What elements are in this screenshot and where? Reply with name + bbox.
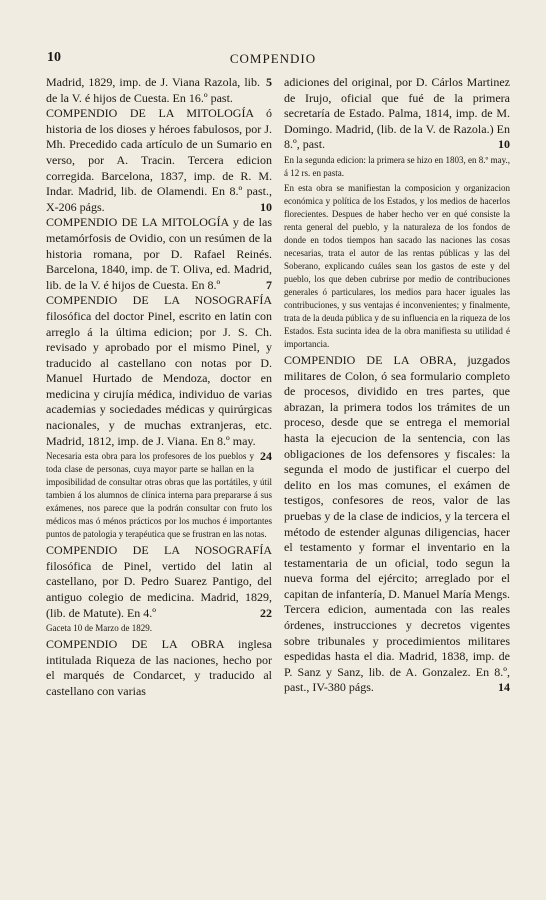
entry-note: Gaceta 10 de Marzo de 1829. xyxy=(46,623,152,634)
entry-text: COMPENDIO DE LA MITOLOGÍA y de las metamórfosis de Ovidio, con un resúmen de la historia romana, por D. Rafael Reinés. Barcelona, 1840, imp. de T. Oliva, ed. Madrid, lib. de la V. é hijos de Cuesta. En 8.º xyxy=(46,215,272,292)
entry-note: En la segunda edicion: la primera se hizo en 1803, en 8.º may., á 12 rs. en pasta. xyxy=(284,154,510,178)
entry xyxy=(46,215,272,293)
entry-price: 14 xyxy=(498,680,510,695)
page-number: 10 xyxy=(47,50,61,65)
entry-price: 10 xyxy=(498,137,510,152)
right-column xyxy=(284,75,510,696)
entry-note: En esta obra se manifiestan la composicion y organizacion económica y política de los Estados, y los medios de hacerlos florecientes. Despues de haber hecho ver en qué consiste la renta general del pueblo, y la naturaleza de los fondos de donde en todos tiempos han sacado las naciones las cosas necesarias, trata el autor de las rentas públicas y las del Soberano, explicando cuáles sean los gastos de este y del pueblo, los que deben cubrirse por medio de contribuciones generales ó particulares, los medios para hacer iguales las contribuciones, y sus ventajas é inconvenientes; y finalmente, trata de la deuda pública y de su influencia en la riqueza de los Estados. Esta sucinta idea de la obra manifiesta su utilidad é importancia. xyxy=(284,182,510,349)
left-column xyxy=(46,75,272,700)
entry xyxy=(46,75,272,106)
entry xyxy=(46,637,272,699)
entry-text: adiciones del original, por D. Cárlos Martinez de Irujo, oficial que fué de la primera secretaría de Estado. Palma, 1814, imp. de M. Domingo. Madrid, (lib. de la V. de Razola.) En 8.º, past. xyxy=(284,75,510,152)
entry xyxy=(46,293,272,464)
entry-price: 22 xyxy=(260,605,272,620)
entry-text: COMPENDIO DE LA MITOLOGÍA ó historia de los dioses y héroes fabulosos, por J. Mh. Precedido cada artículo de un Sumario en verso, por A. Tracin. Tercera edicion corregida. Barcelona, 1837, imp. de R. M. Indar. Madrid, lib. de Olamendi. En 8.º past., X-206 págs. xyxy=(46,106,272,214)
entry-price: 24 xyxy=(260,449,272,464)
entry-price: 5 xyxy=(266,75,272,89)
entry-text: COMPENDIO DE LA NOSOGRAFÍA filosófica del doctor Pinel, escrito en latin con arreglo á la última edicion; por J. S. Ch. revisado y aprobado por el mismo Pinel, y traducido al castellano con notas por D. Manuel Hurtado de Mendoza, doctor en medicina y cirujía médica, individuo de varias academias y sociedades médicas y quirúrgicas nacionales, y de muchas extranjeras, etc. Madrid, 1812, imp. de J. Viana. En 8.º may. xyxy=(46,293,272,448)
entry xyxy=(284,353,510,696)
running-title: COMPENDIO xyxy=(229,51,317,66)
entry-price: 10 xyxy=(260,199,272,214)
entry xyxy=(46,106,272,215)
entry xyxy=(46,543,272,621)
entry-text: COMPENDIO DE LA OBRA inglesa intitulada Riqueza de las naciones, hecho por el marqués de Condarcet, y traducido al castellano con varias xyxy=(46,637,272,698)
entry xyxy=(284,75,510,153)
entry-text: COMPENDIO DE LA OBRA, juzgados militares de Colon, ó sea formulario completo de procesos, dividido en tres partes, que abrazan, la primera todos los trámites de un proceso, desde que se entrega el memorial hasta la ejecucion de la sentencia, con las obligaciones de los defensores y fiscales: la segunda el modo de justificar el cuerpo del delito en los mas comunes, el exámen de testigos, confesores de reos, valor de las pruebas y de la clase de indicios, y la tercera el método de estender algunas diligencias, hacer el testamento y formar el inventario en la testamentaria de un oficial, todo segun la nueva forma del ejército; arreglado por el capitan de infantería, D. Manuel María Mengs. Tercera edicion, aumentada con las reales órdenes, instrucciones y decretos vigentes sobre tribunales y procedimientos militares espedidas hasta el dia. Madrid, 1838, imp. de P. Sanz y Sanz, lib. de A. Gonzalez. En 8.º, past., IV-380 págs. xyxy=(284,352,510,695)
entry-text: Madrid, 1829, imp. de J. Viana Razola, lib. de la V. é hijos de Cuesta. En 16.º past. xyxy=(46,75,260,105)
entry-note: Necesaria esta obra para los profesores de los pueblos y toda clase de personas, cuya mayor parte se hallan en la imposibilidad de consultar otras obras que las portátiles, y útil tambien á los alumnos de clínica interna para prepararse á sus exámenes, nos parece que la podrán consultar con fruto los médicos mas ó ménos prácticos por los muchos é importantes puntos de patologia y terapéutica que se frustran en las notas. xyxy=(46,451,272,540)
entry-text: COMPENDIO DE LA NOSOGRAFÍA filosófica de Pinel, vertido del latin al castellano, por D. Pedro Suarez Pantigo, del antiguo colegio de medicina. Madrid, 1829, (lib. de Matute). En 4.º xyxy=(46,543,272,620)
entry-price: 7 xyxy=(266,277,272,292)
